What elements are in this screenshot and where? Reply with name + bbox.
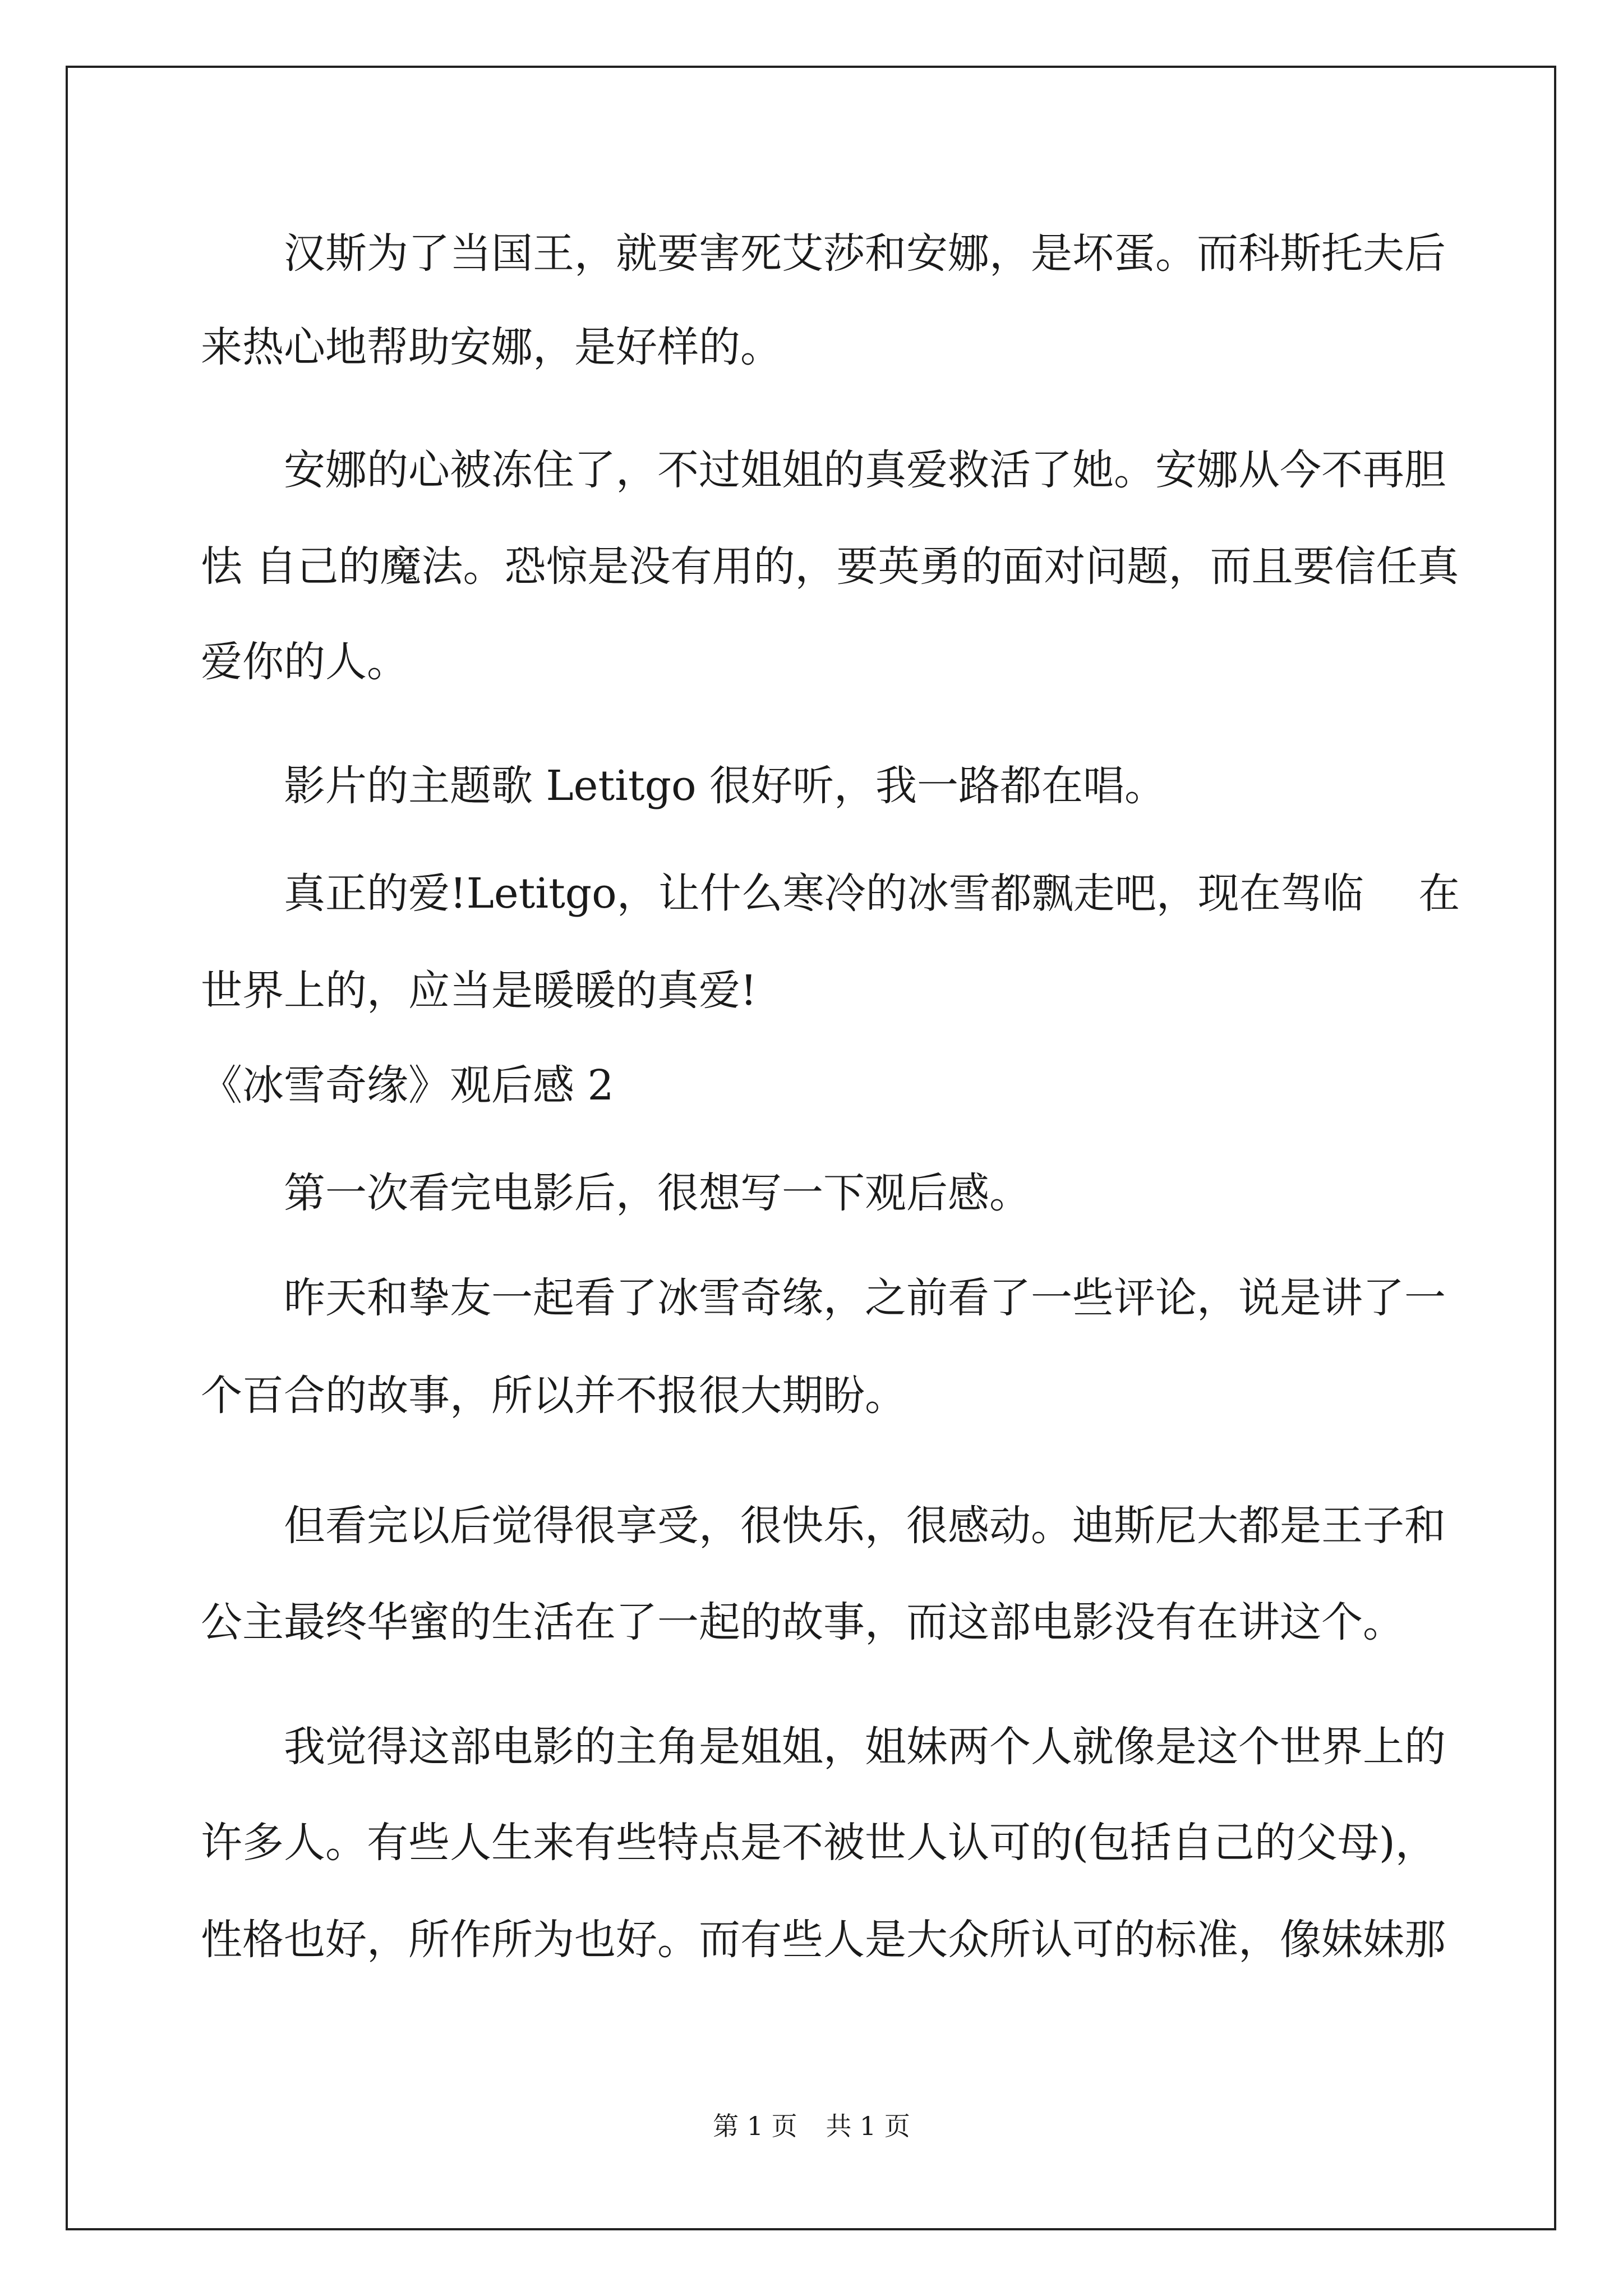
paragraph-line: 来热心地帮助安娜，是好样的。 — [201, 323, 782, 371]
page-border — [66, 66, 1556, 2230]
paragraph-line: 世界上的，应当是暖暖的真爱! — [201, 967, 757, 1015]
paragraph-line: 汉斯为了当国王，就要害死艾莎和安娜，是坏蛋。而科斯托夫后 — [284, 229, 1446, 278]
paragraph-line: 我觉得这部电影的主角是姐姐，姐妹两个人就像是这个世界上的 — [284, 1723, 1446, 1771]
paragraph-line: 许多人。有些人生来有些特点是不被世人认可的(包括自己的父母)， — [201, 1819, 1437, 1867]
paragraph-line: 爱你的人。 — [201, 638, 408, 686]
paragraph-line: 公主最终华蜜的生活在了一起的故事，而这部电影没有在讲这个。 — [201, 1598, 1404, 1646]
paragraph-line: 影片的主题歌 Letitgo 很好听，我一路都在唱。 — [284, 762, 1166, 810]
page-total: 共 1 页 — [826, 2111, 910, 2141]
section-heading: 《冰雪奇缘》观后感 2 — [201, 1061, 614, 1110]
paragraph-line: 真正的爱!Letitgo，让什么寒冷的冰雪都飘走吧，现在驾临 在 — [284, 869, 1460, 918]
paragraph-line: 个百合的故事，所以并不报很大期盼。 — [201, 1372, 906, 1420]
paragraph-line: 昨天和挚友一起看了冰雪奇缘，之前看了一些评论，说是讲了一 — [284, 1274, 1446, 1322]
paragraph-line: 怯 自己的魔法。恐惊是没有用的，要英勇的面对问题，而且要信任真 — [201, 542, 1459, 591]
paragraph-line: 性格也好，所作所为也好。而有些人是大众所认可的标准，像妹妹那 — [201, 1916, 1446, 1964]
page-number: 第 1 页 — [713, 2111, 797, 2141]
paragraph-line: 安娜的心被冻住了，不过姐姐的真爱救活了她。安娜从今不再胆 — [284, 446, 1446, 494]
page-footer — [0, 2109, 1623, 2143]
paragraph-line: 第一次看完电影后，很想写一下观后感。 — [284, 1169, 1031, 1217]
paragraph-line: 但看完以后觉得很享受，很快乐，很感动。迪斯尼大都是王子和 — [284, 1502, 1446, 1550]
